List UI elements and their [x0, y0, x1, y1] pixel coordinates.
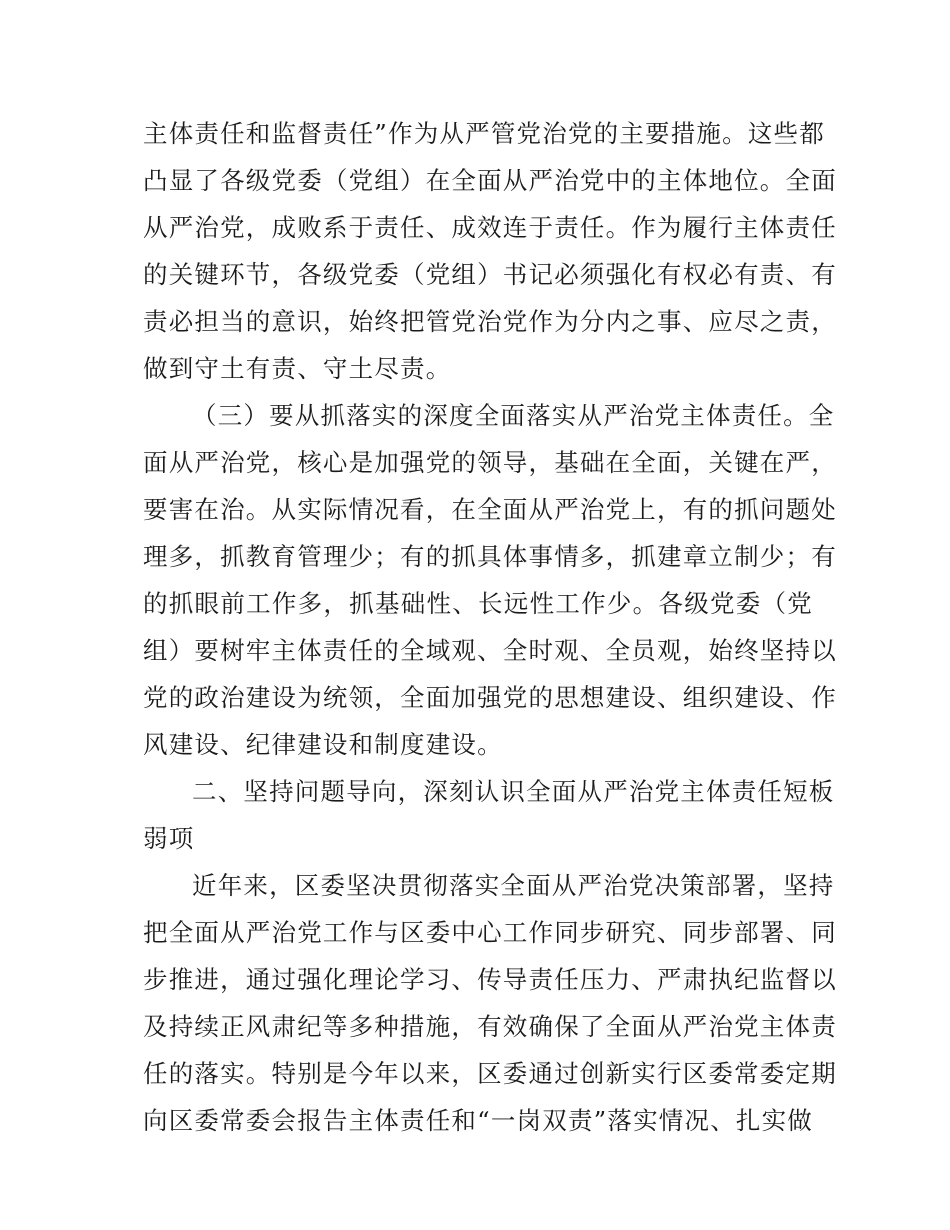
paragraph-line: 的抓眼前工作多，抓基础性、长远性工作少。各级党委（党 — [143, 589, 813, 618]
paragraph-line: 向区委常委会报告主体责任和“一岗双责”落实情况、扎实做 — [143, 1106, 813, 1135]
paragraph-line: 及持续正风肃纪等多种措施，有效确保了全面从严治党主体责 — [143, 1012, 837, 1041]
chapter-heading-line: 二、坚持问题导向，深刻认识全面从严治党主体责任短板 — [192, 777, 835, 806]
paragraph-line: 近年来，区委坚决贯彻落实全面从严治党决策部署，坚持 — [192, 871, 835, 900]
paragraph-line: 从严治党，成败系于责任、成效连于责任。作为履行主体责任 — [143, 213, 837, 242]
paragraph-line: 责必担当的意识，始终把管党治党作为分内之事、应尽之责， — [143, 307, 837, 336]
section-heading-line: （三）要从抓落实的深度全面落实从严治党主体责任。全 — [192, 401, 835, 430]
paragraph-line: 凸显了各级党委（党组）在全面从严治党中的主体地位。全面 — [143, 166, 837, 195]
paragraph-line: 要害在治。从实际情况看，在全面从严治党上，有的抓问题处 — [143, 495, 837, 524]
paragraph-line: 理多，抓教育管理少；有的抓具体事情多，抓建章立制少；有 — [143, 542, 837, 571]
paragraph-line: 的关键环节，各级党委（党组）书记必须强化有权必有责、有 — [143, 260, 837, 289]
chapter-heading-line: 弱项 — [143, 824, 195, 853]
paragraph-line: 任的落实。特别是今年以来，区委通过创新实行区委常委定期 — [143, 1059, 837, 1088]
paragraph-line: 做到守土有责、守土尽责。 — [143, 354, 452, 383]
paragraph-line: 步推进，通过强化理论学习、传导责任压力、严肃执纪监督以 — [143, 965, 837, 994]
paragraph-line: 风建设、纪律建设和制度建设。 — [143, 730, 503, 759]
paragraph-line: 把全面从严治党工作与区委中心工作同步研究、同步部署、同 — [143, 918, 837, 947]
paragraph-line: 组）要树牢主体责任的全域观、全时观、全员观，始终坚持以 — [143, 636, 837, 665]
paragraph-line: 党的政治建设为统领，全面加强党的思想建设、组织建设、作 — [143, 683, 837, 712]
paragraph-line: 面从严治党，核心是加强党的领导，基础在全面，关键在严， — [143, 448, 837, 477]
paragraph-line: 主体责任和监督责任”作为从严管党治党的主要措施。这些都 — [143, 119, 825, 148]
